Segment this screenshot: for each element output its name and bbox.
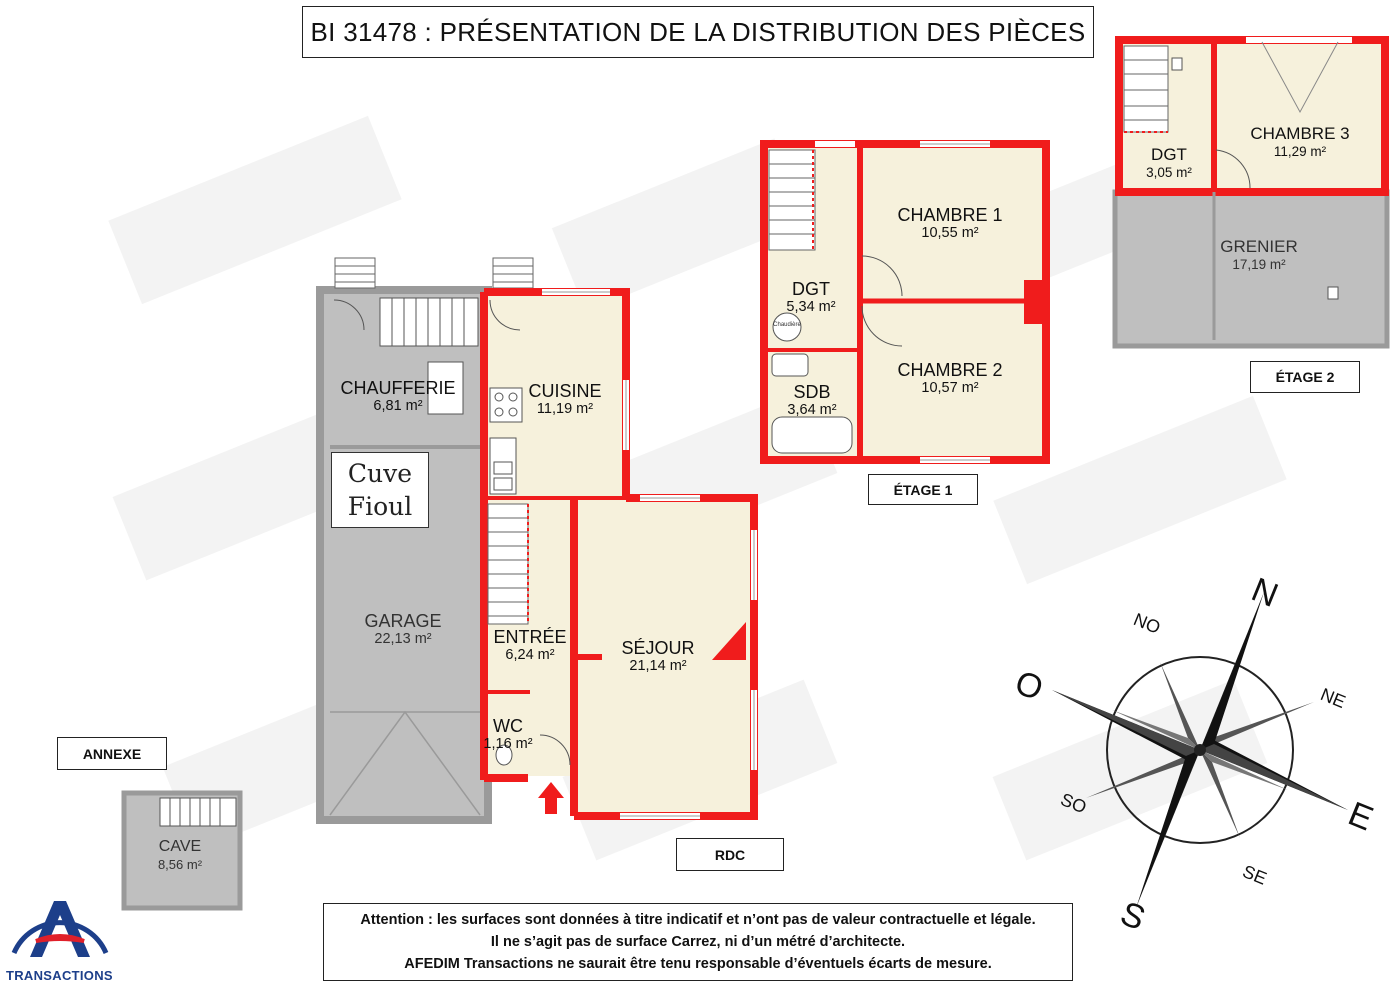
room-area: 6,24 m² — [505, 647, 555, 663]
room-area: 5,34 m² — [786, 299, 836, 315]
entrance-arrow-icon — [538, 782, 564, 814]
level-label-annexe: ANNEXE — [57, 737, 167, 770]
room-area: 11,19 m² — [536, 401, 594, 417]
room-name: CUISINE — [528, 381, 602, 401]
compass-s: S — [1115, 894, 1151, 939]
compass-n: N — [1246, 570, 1284, 616]
page-title: BI 31478 : PRÉSENTATION DE LA DISTRIBUTION DES PIÈCES — [302, 6, 1094, 58]
room-area: 3,05 m² — [1146, 165, 1192, 180]
room-name: DGT — [792, 279, 830, 299]
room-name: SÉJOUR — [621, 638, 695, 658]
room-name: GRENIER — [1220, 237, 1298, 256]
room-entree — [486, 628, 574, 664]
room-cuisine — [520, 382, 610, 418]
room-chambre2 — [884, 361, 1016, 397]
room-name: WC — [493, 716, 523, 736]
level-label-etage2: ÉTAGE 2 — [1250, 361, 1360, 393]
compass-se: SE — [1239, 861, 1270, 889]
exterior-steps-icon — [335, 258, 533, 288]
room-area: 22,13 m² — [374, 631, 432, 647]
cuve-line1: Cuve — [347, 459, 413, 488]
room-area: 10,57 m² — [921, 380, 979, 396]
room-dgt-etage2 — [1132, 146, 1206, 182]
compass-e: E — [1343, 794, 1379, 839]
room-sejour — [604, 639, 712, 675]
room-garage — [350, 612, 456, 648]
entree-stairs-icon — [488, 504, 528, 624]
room-name: CHAMBRE 3 — [1250, 124, 1350, 143]
room-area: 21,14 m² — [629, 658, 687, 674]
etage2-stairs-icon — [1124, 46, 1168, 132]
compass-no: NO — [1130, 609, 1164, 638]
room-name: CAVE — [158, 838, 202, 855]
room-name: ENTRÉE — [493, 627, 567, 647]
room-chambre3 — [1236, 125, 1364, 161]
room-area: 8,56 m² — [157, 857, 203, 872]
room-area: 1,16 m² — [483, 736, 533, 752]
room-chambre1 — [884, 206, 1016, 242]
room-area: 3,64 m² — [787, 402, 837, 418]
compass-o: O — [1009, 663, 1049, 709]
room-area: 11,29 m² — [1273, 144, 1327, 159]
room-area: 17,19 m² — [1232, 257, 1286, 272]
logo-text: TRANSACTIONS — [6, 968, 113, 983]
disclaimer-line-3: AFEDIM Transactions ne saurait être tenu responsable d’éventuels écarts de mesure. — [404, 956, 992, 972]
level-label-rdc: RDC — [676, 838, 784, 871]
room-dgt-etage1 — [770, 280, 852, 316]
room-name: GARAGE — [364, 611, 442, 631]
disclaimer-box — [323, 903, 1073, 981]
room-name: CHAUFFERIE — [340, 378, 456, 398]
compass-so: SO — [1057, 789, 1090, 818]
boiler-label: Chaudière — [773, 322, 801, 328]
chaufferie-stairs-icon — [380, 298, 478, 346]
room-cave — [140, 838, 220, 874]
room-wc — [480, 717, 536, 753]
afedim-logo — [14, 901, 106, 957]
disclaimer-line-2: Il ne s’agit pas de surface Carrez, ni d’un métré d’architecte. — [490, 934, 906, 950]
room-name: CHAMBRE 2 — [897, 360, 1003, 380]
compass-ne: NE — [1317, 684, 1349, 713]
room-chaufferie — [336, 379, 460, 415]
room-name: CHAMBRE 1 — [897, 205, 1003, 225]
room-grenier — [1200, 238, 1318, 274]
room-name: DGT — [1151, 145, 1187, 164]
room-sdb — [774, 383, 850, 419]
room-area: 6,81 m² — [373, 398, 423, 414]
level-label-etage1: ÉTAGE 1 — [868, 474, 978, 505]
room-area: 10,55 m² — [921, 225, 979, 241]
etage1-stairs-icon — [769, 150, 815, 250]
disclaimer-line-1: Attention : les surfaces sont données à titre indicatif et n’ont pas de valeur contractuelle et légale. — [360, 912, 1036, 928]
fuel-tank-label — [331, 452, 429, 528]
room-name: SDB — [793, 382, 831, 402]
cuve-line2: Fioul — [347, 492, 413, 521]
